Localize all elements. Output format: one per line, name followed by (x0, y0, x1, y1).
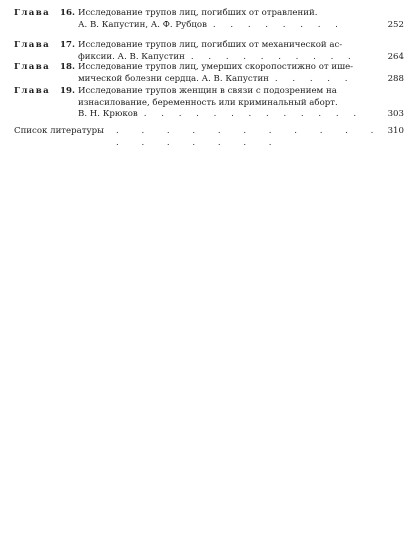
chapter-title (78, 86, 372, 121)
page-number: 288 (387, 73, 404, 84)
chapter-authors: А. В. Капустин, А. Ф. Рубцов (78, 19, 207, 30)
toc-entry-18 (14, 62, 404, 88)
page-number: 310 (387, 126, 404, 136)
chapter-title-line: Исследование трупов лиц, погибших от механической ас- (78, 40, 343, 50)
page-number: 264 (387, 51, 404, 62)
chapter-number: 19. (60, 86, 75, 96)
chapter-number: 16. (60, 8, 75, 18)
chapter-label: Глава (14, 40, 51, 50)
page-number: 252 (387, 19, 404, 30)
chapter-title-line: Исследование трупов лиц, умерших скоропостижно от ише- (78, 62, 354, 72)
chapter-title (78, 62, 372, 85)
leader-dots: . . . . . . . . (212, 19, 344, 30)
leader-dots: . . . . . . . . . . (190, 51, 357, 62)
chapter-title-line: Исследование трупов лиц, погибших от отравлений. (78, 8, 318, 18)
page-number: 303 (387, 109, 404, 119)
chapter-label: Глава (14, 8, 51, 18)
chapter-authors: мической болезни сердца. А. В. Капустин (78, 73, 269, 84)
chapter-number: 17. (60, 40, 75, 50)
toc-bibliography-entry (14, 126, 404, 148)
chapter-number: 18. (60, 62, 75, 72)
leader-dots: . . . . . (274, 73, 354, 84)
chapter-title-line: Исследование трупов женщин в связи с подозрением на (78, 86, 337, 96)
leader-dots: . . . . . . . . . . . . . (143, 109, 363, 119)
leader-dots: . . . . . . . . . . . . . . . . . . (116, 126, 384, 148)
chapter-authors: фиксии. А. В. Капустин (78, 51, 185, 62)
toc-entry-16 (14, 8, 404, 34)
chapter-title-line (78, 20, 372, 32)
toc-entry-19 (14, 86, 404, 122)
chapter-title-line: изнасилование, беременность или криминальный аборт. (78, 97, 338, 108)
chapter-title (78, 8, 372, 31)
chapter-title-line (78, 74, 372, 86)
chapter-title-line (78, 109, 372, 121)
chapter-label: Глава (14, 86, 51, 96)
chapter-authors: В. Н. Крюков (78, 109, 138, 119)
chapter-label: Глава (14, 62, 51, 72)
bibliography-title: Список литературы (14, 126, 104, 136)
chapter-title (78, 40, 372, 63)
